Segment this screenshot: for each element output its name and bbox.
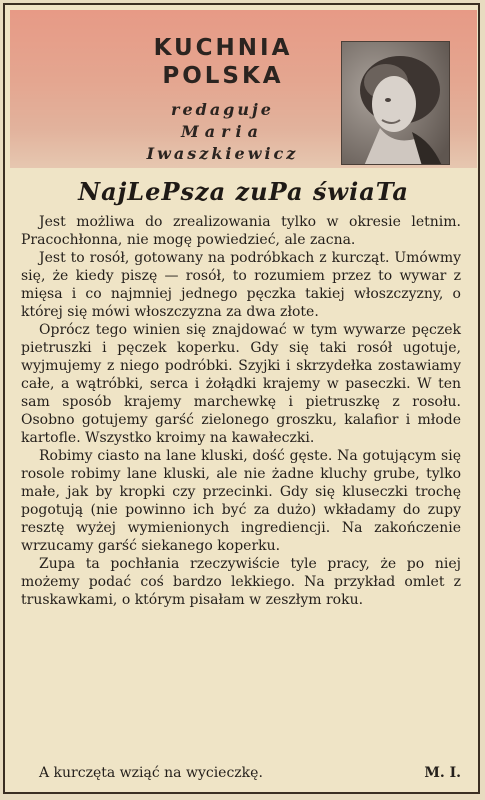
closing-line: A kurczęta wziąć na wycieczkę. [39,765,263,781]
paragraph-4: Robimy ciasto na lane kluski, dość gęste. Na gotującym się rosole robimy lane kluski, ale nie żadne kluchy grube, tylko małe, jak by kropki czy przecinki. Gdy się kluseczki trochę pogotują (nie powinno ich być za dużo) wkładamy do zupy resztę wyżej wymienionych ingrediencji. Na zakończenie wrzucamy garść siekanego koperku. [21,448,461,554]
paragraph-2: Jest to rosół, gotowany na podróbkach z kurcząt. Umówmy się, że kiedy piszę — rosół, to rozumiem przez to wywar z mięsa i co najmniej jednego pęczka takiej włoszczyzny, o której się mówi włoszczyzna za dwa złote. [21,250,461,320]
column-header [10,10,477,168]
editor-credit-line3: Iwaszkiewicz [146,144,299,163]
author-signature: M. I. [424,765,461,781]
column-title-line2: POLSKA [162,63,284,89]
paragraph-3: Oprócz tego winien się znajdować w tym wywarze pęczek pietruszki i pęczek koperku. Gdy się taki rosół ugotuje, wyjmujemy z niego podróbki. Szyjki i skrzydełka zostawiamy całe, a wątróbki, serca i żołądki krajemy w paseczki. W ten sam sposób krajemy marchewkę i pietruszkę z rosołu. Osobno gotujemy garść zielonego groszku, kalafior i młode kartofle. Wszystko kroimy na kawałeczki. [21,322,461,446]
editor-credit-line2: Maria [181,122,264,141]
article-body [21,213,461,609]
column-title-line1: KUCHNIA [153,35,293,61]
author-portrait-photo [341,41,450,165]
paragraph-5: Zupa ta pochłania rzeczywiście tyle pracy, że po niej możemy podać coś bardzo lekkiego. Na przykład omlet z truskawkami, o którym pisałam w zeszłym roku. [21,556,461,608]
article-frame [3,3,480,794]
editor-credit-line1: redaguje [171,100,274,119]
portrait-image [342,42,450,165]
paragraph-1: Jest możliwa do zrealizowania tylko w okresie letnim. Pracochłonna, nie mogę powiedzieć, ale zacna. [21,214,461,248]
article-headline: NajLePsza zuPa świaTa [78,177,409,206]
